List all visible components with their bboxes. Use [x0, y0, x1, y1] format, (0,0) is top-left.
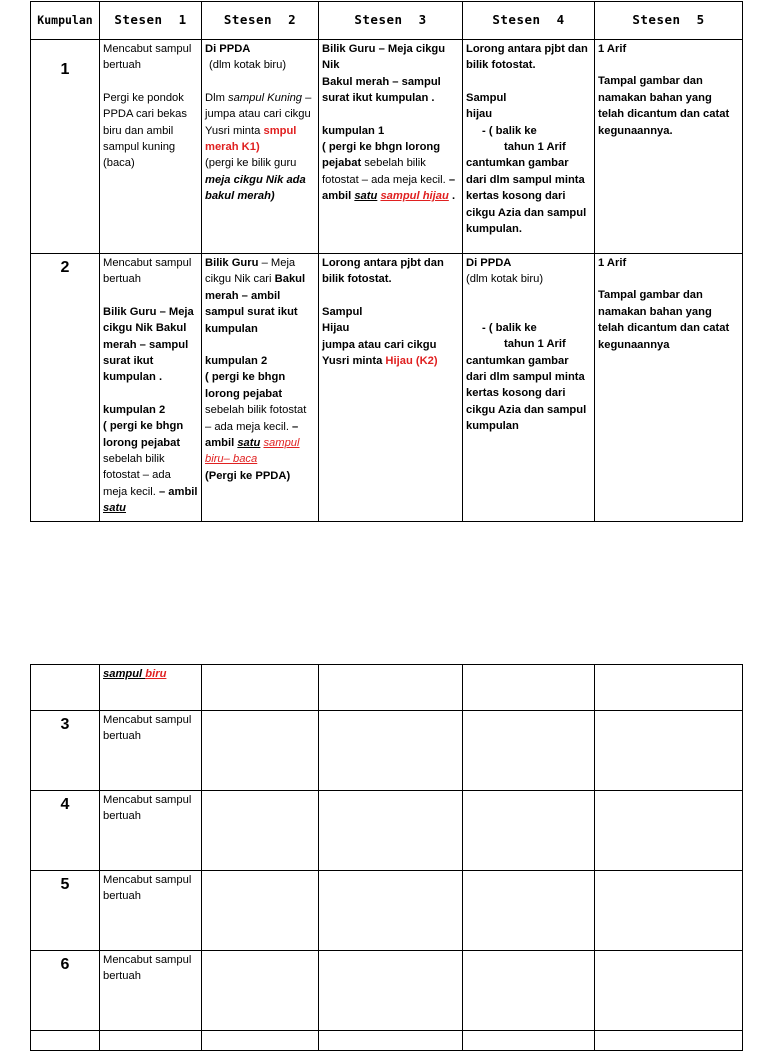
cell-text: – ambil: [205, 420, 299, 450]
cell-text: cantumkan gambar dari dlm sampul minta kertas kosong dari cikgu Azia dan sampul kumpulan.: [466, 157, 587, 236]
cell-text: Bakul merah – sampul surat ikut kumpulan .: [322, 75, 441, 105]
cell-text: - ( balik ke: [482, 321, 537, 334]
cell-text: tahun 1 Arif: [504, 338, 566, 351]
cell-text: ( pergi ke bhgn lorong pejabat: [205, 371, 286, 400]
group-number: 2: [31, 254, 100, 522]
row2-stesen-4: [463, 254, 595, 522]
cell-text: satu: [354, 190, 378, 203]
cell-text: kumpulan 1: [322, 124, 385, 137]
cell-text: sebelah bilik fotostat – ada meja kecil.: [322, 157, 446, 186]
cell-text: ( pergi ke bhgn lorong pejabat: [103, 420, 184, 449]
row2-stesen-1: [100, 254, 202, 522]
cell-text: 1 Arif: [598, 43, 627, 55]
cell-text: (pergi ke bilik guru: [205, 157, 297, 170]
cell-text: [103, 74, 198, 90]
header-stesen-5: Stesen 5: [595, 2, 743, 40]
table-row: [31, 951, 743, 1031]
table-row: [31, 1031, 743, 1051]
cell-text: Sampul: [322, 305, 363, 318]
cell-text: Tampal gambar dan namakan bahan yang telah dicantum dan catat kegunaannya.: [598, 75, 730, 137]
table-row: [31, 711, 743, 791]
row2-stesen-3: [319, 254, 463, 522]
cell-text: Tampal gambar dan namakan bahan yang telah dicantum dan catat kegunaannya: [598, 289, 730, 351]
cell-text: Di PPDA: [466, 257, 512, 269]
table-row: [31, 40, 743, 254]
cell-text: Dlm: [205, 91, 228, 104]
cell-text: tahun 1 Arif: [504, 141, 566, 154]
cell-text: meja cikgu Nik ada bakul merah): [205, 173, 306, 203]
cell-text: kumpulan 2: [205, 355, 268, 368]
cell-text: Mencabut sampul bertuah: [100, 711, 202, 791]
cell-text: Bakul merah – ambil sampul surat ikut kumpulan: [205, 273, 306, 335]
cell-text: Bilik Guru – Meja cikgu Nik Bakul merah – sampul surat ikut kumpulan .: [103, 305, 194, 384]
cell-text: Sampul: [466, 91, 507, 104]
cell-text: cantumkan gambar dari dlm sampul minta kertas kosong dari cikgu Azia dan sampul kumpulan: [466, 354, 587, 433]
table-row: [31, 254, 743, 522]
cell-text: (dlm kotak biru): [466, 273, 544, 286]
cell-text: .: [448, 190, 456, 203]
row1-stesen-5: [595, 40, 743, 254]
cell-text: sampul hijau: [380, 190, 449, 203]
cell-text: sampul Kuning: [228, 91, 303, 104]
group-number: 5: [31, 871, 100, 951]
row2-stesen-5: [595, 254, 743, 522]
cell-text: Di PPDA: [205, 43, 251, 55]
cell-text: ( pergi ke bhgn lorong pejabat: [322, 141, 441, 170]
cell-text: (dlm kotak biru): [209, 59, 287, 72]
header-row: [31, 2, 743, 40]
cell-text: s: [263, 124, 270, 137]
cell-text: hijau: [466, 108, 493, 121]
cell-text: – ambil: [155, 485, 198, 498]
cell-text: satu: [103, 502, 127, 515]
row2-stesen-2: [202, 254, 319, 522]
cell-text: Hijau: [322, 322, 350, 335]
schedule-table-bottom: [30, 664, 743, 1051]
cell-text: jumpa atau cari cikgu Yusri minta: [322, 338, 437, 368]
cell-text: (Pergi ke PPDA): [205, 469, 291, 482]
row2-continuation: [100, 665, 202, 711]
cell-text: mpul merah K1): [205, 124, 297, 154]
cell-text: – ambil: [322, 173, 456, 203]
cell-text: Lorong antara pjbt dan bilik fotostat.: [322, 257, 444, 286]
cell-text: sampul: [103, 668, 146, 680]
cell-text: Bilik Guru – Meja cikgu Nik: [322, 43, 446, 72]
cell-text: kumpulan 2: [103, 403, 166, 416]
group-number: 4: [31, 791, 100, 871]
cell-text: – Meja cikgu Nik cari: [205, 257, 296, 286]
cell-text: Mencabut sampul bertuah: [100, 791, 202, 871]
cell-text: Pergi ke pondok PPDA cari bekas biru dan ambil sampul kuning (baca): [103, 91, 187, 170]
cell-text: satu: [237, 437, 261, 450]
table-row: [31, 791, 743, 871]
cell-text: Lorong antara pjbt dan bilik fotostat.: [466, 43, 588, 72]
cell-text: - ( balik ke: [482, 124, 537, 137]
cell-text: Hijau (K2): [385, 355, 438, 368]
table-row: [31, 665, 743, 711]
table-row: [31, 871, 743, 951]
header-kumpulan: Kumpulan: [31, 2, 100, 40]
schedule-table-top: [30, 1, 743, 522]
row1-stesen-1: [100, 40, 202, 254]
header-stesen-4: Stesen 4: [463, 2, 595, 40]
group-number: 1: [31, 40, 100, 254]
cell-text: – jumpa atau cari cikgu Yusri minta: [205, 91, 312, 137]
cell-text: Mencabut sampul bertuah: [103, 43, 192, 72]
cell-text: Mencabut sampul bertuah: [100, 951, 202, 1031]
cell-text: Mencabut sampul bertuah: [100, 871, 202, 951]
group-number: 6: [31, 951, 100, 1031]
cell-text: biru: [145, 668, 167, 680]
header-stesen-1: Stesen 1: [100, 2, 202, 40]
cell-text: Mencabut sampul bertuah: [103, 257, 192, 286]
cell-text: Bilik Guru: [205, 257, 259, 269]
header-stesen-3: Stesen 3: [319, 2, 463, 40]
cell-text: 1 Arif: [598, 257, 627, 269]
cell-text: sebelah bilik fotostat – ada meja kecil.: [103, 453, 171, 498]
row1-stesen-4: [463, 40, 595, 254]
cell-text: sebelah bilik fotostat – ada meja kecil.: [205, 404, 307, 433]
row1-stesen-3: [319, 40, 463, 254]
group-number: 3: [31, 711, 100, 791]
cell-text: sampul biru– baca: [205, 437, 300, 466]
row1-stesen-2: [202, 40, 319, 254]
header-stesen-2: Stesen 2: [202, 2, 319, 40]
